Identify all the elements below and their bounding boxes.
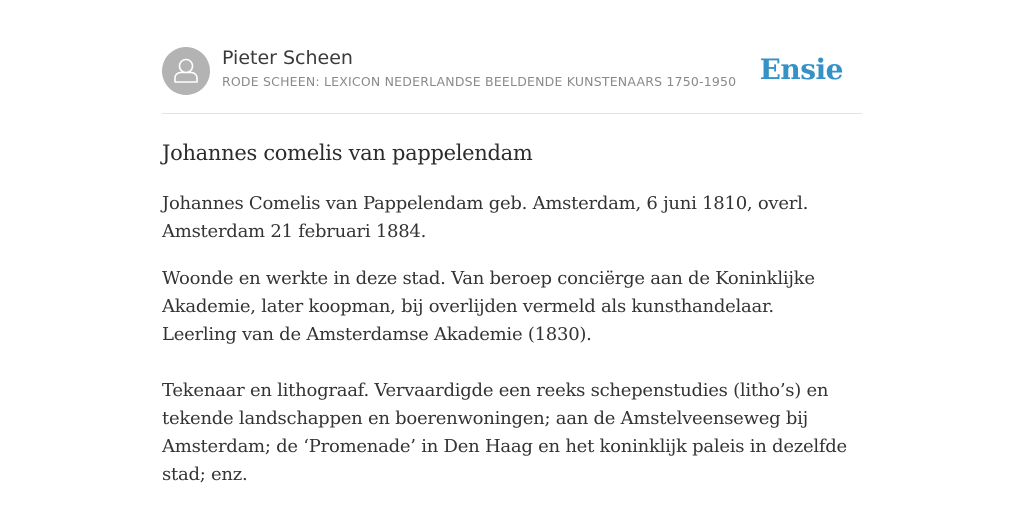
article-paragraph: Johannes Comelis van Pappelendam geb. Amsterdam, 6 juni 1810, overl. Amsterdam 21 februari 1884. xyxy=(162,193,809,242)
author-name[interactable]: Pieter Scheen xyxy=(222,47,353,69)
brand-logo[interactable]: Ensie xyxy=(759,53,843,86)
header xyxy=(162,46,862,96)
user-avatar-icon xyxy=(162,47,210,95)
article-paragraph: Tekenaar en lithograaf. Vervaardigde een reeks schepenstudies (litho’s) en tekende landschappen en boerenwoningen; aan de Amstelveenseweg bij Amsterdam; de ‘Promenade’ in Den Haag en het koninklijk paleis in dezelfde stad; enz. xyxy=(162,380,847,485)
page xyxy=(162,0,862,512)
avatar[interactable] xyxy=(162,47,210,95)
article-paragraph: Woonde en werkte in deze stad. Van beroep conciërge aan de Koninklijke Akademie, later koopman, bij overlijden vermeld als kunsthandelaar. Leerling van de Amsterdamse Akademie (1830). xyxy=(162,268,815,345)
source-title[interactable]: RODE SCHEEN: LEXICON NEDERLANDSE BEELDENDE KUNSTENAARS 1750-1950 xyxy=(222,74,737,89)
divider xyxy=(162,113,862,114)
article-title: Johannes comelis van pappelendam xyxy=(162,141,533,165)
